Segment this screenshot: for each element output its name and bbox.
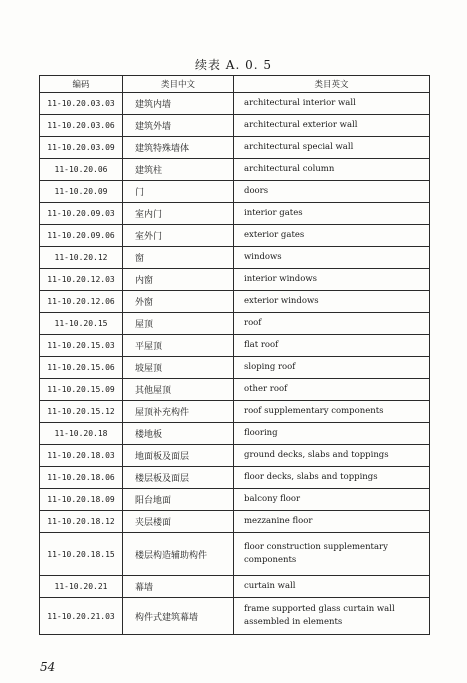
cell-code: 11-10.20.09 bbox=[40, 181, 123, 203]
cell-code: 11-10.20.03.09 bbox=[40, 137, 123, 159]
cell-english-name: other roof bbox=[234, 379, 430, 401]
cell-english-name: frame supported glass curtain wall assembled in elements bbox=[234, 598, 430, 635]
cell-code: 11-10.20.06 bbox=[40, 159, 123, 181]
table-row bbox=[40, 357, 430, 379]
table-title: 续表 A. 0. 5 bbox=[194, 58, 272, 72]
cell-chinese-name: 建筑内墙 bbox=[123, 93, 234, 115]
cell-code: 11-10.20.21.03 bbox=[40, 598, 123, 635]
cell-code: 11-10.20.09.03 bbox=[40, 203, 123, 225]
cell-chinese-name: 楼层板及面层 bbox=[123, 467, 234, 489]
cell-chinese-name: 建筑柱 bbox=[123, 159, 234, 181]
cell-english-name: windows bbox=[234, 247, 430, 269]
cell-english-name: exterior windows bbox=[234, 291, 430, 313]
cell-english-name: exterior gates bbox=[234, 225, 430, 247]
cell-chinese-name: 室外门 bbox=[123, 225, 234, 247]
cell-chinese-name: 楼层构造辅助构件 bbox=[123, 533, 234, 576]
cell-code: 11-10.20.18 bbox=[40, 423, 123, 445]
cell-english-name: interior gates bbox=[234, 203, 430, 225]
table-row bbox=[40, 445, 430, 467]
cell-code: 11-10.20.15.03 bbox=[40, 335, 123, 357]
header-english-name: 类目英文 bbox=[234, 76, 430, 93]
table-row bbox=[40, 511, 430, 533]
cell-chinese-name: 室内门 bbox=[123, 203, 234, 225]
cell-english-name: interior windows bbox=[234, 269, 430, 291]
header-chinese-name: 类目中文 bbox=[123, 76, 234, 93]
cell-english-name: roof bbox=[234, 313, 430, 335]
cell-english-name: architectural interior wall bbox=[234, 93, 430, 115]
cell-chinese-name: 坡屋顶 bbox=[123, 357, 234, 379]
cell-code: 11-10.20.12 bbox=[40, 247, 123, 269]
cell-english-name: flat roof bbox=[234, 335, 430, 357]
table-row bbox=[40, 181, 430, 203]
cell-chinese-name: 窗 bbox=[123, 247, 234, 269]
table-row bbox=[40, 313, 430, 335]
cell-chinese-name: 门 bbox=[123, 181, 234, 203]
cell-code: 11-10.20.15 bbox=[40, 313, 123, 335]
table-row bbox=[40, 423, 430, 445]
cell-code: 11-10.20.03.06 bbox=[40, 115, 123, 137]
table-row bbox=[40, 137, 430, 159]
cell-chinese-name: 建筑外墙 bbox=[123, 115, 234, 137]
cell-english-name: curtain wall bbox=[234, 576, 430, 598]
cell-chinese-name: 夹层楼面 bbox=[123, 511, 234, 533]
table-row bbox=[40, 533, 430, 576]
table-row bbox=[40, 335, 430, 357]
cell-english-name: architectural exterior wall bbox=[234, 115, 430, 137]
cell-english-name: architectural special wall bbox=[234, 137, 430, 159]
cell-chinese-name: 平屋顶 bbox=[123, 335, 234, 357]
page-number: 54 bbox=[40, 660, 56, 674]
table-row bbox=[40, 269, 430, 291]
cell-code: 11-10.20.09.06 bbox=[40, 225, 123, 247]
cell-code: 11-10.20.18.06 bbox=[40, 467, 123, 489]
table-row bbox=[40, 401, 430, 423]
cell-code: 11-10.20.18.03 bbox=[40, 445, 123, 467]
cell-chinese-name: 其他屋顶 bbox=[123, 379, 234, 401]
table-row bbox=[40, 291, 430, 313]
cell-english-name: floor construction supplementary components bbox=[234, 533, 430, 576]
cell-code: 11-10.20.18.15 bbox=[40, 533, 123, 576]
cell-chinese-name: 屋顶 bbox=[123, 313, 234, 335]
table-row bbox=[40, 247, 430, 269]
table-row bbox=[40, 467, 430, 489]
cell-code: 11-10.20.15.09 bbox=[40, 379, 123, 401]
cell-chinese-name: 地面板及面层 bbox=[123, 445, 234, 467]
cell-chinese-name: 幕墙 bbox=[123, 576, 234, 598]
cell-chinese-name: 外窗 bbox=[123, 291, 234, 313]
cell-english-name: roof supplementary components bbox=[234, 401, 430, 423]
cell-chinese-name: 楼地板 bbox=[123, 423, 234, 445]
table-row bbox=[40, 115, 430, 137]
table-row bbox=[40, 576, 430, 598]
table-row bbox=[40, 93, 430, 115]
table-row bbox=[40, 225, 430, 247]
cell-code: 11-10.20.12.03 bbox=[40, 269, 123, 291]
table-row bbox=[40, 379, 430, 401]
header-code: 编码 bbox=[40, 76, 123, 93]
table-row bbox=[40, 159, 430, 181]
cell-code: 11-10.20.15.06 bbox=[40, 357, 123, 379]
cell-code: 11-10.20.21 bbox=[40, 576, 123, 598]
cell-code: 11-10.20.12.06 bbox=[40, 291, 123, 313]
cell-english-name: balcony floor bbox=[234, 489, 430, 511]
table-row bbox=[40, 489, 430, 511]
cell-english-name: doors bbox=[234, 181, 430, 203]
cell-english-name: floor decks, slabs and toppings bbox=[234, 467, 430, 489]
cell-chinese-name: 建筑特殊墙体 bbox=[123, 137, 234, 159]
cell-english-name: ground decks, slabs and toppings bbox=[234, 445, 430, 467]
table-row bbox=[40, 598, 430, 635]
cell-chinese-name: 内窗 bbox=[123, 269, 234, 291]
cell-chinese-name: 构件式建筑幕墙 bbox=[123, 598, 234, 635]
table-row bbox=[40, 203, 430, 225]
cell-english-name: sloping roof bbox=[234, 357, 430, 379]
table-header-row bbox=[40, 76, 430, 93]
cell-english-name: architectural column bbox=[234, 159, 430, 181]
cell-chinese-name: 屋顶补充构件 bbox=[123, 401, 234, 423]
cell-english-name: mezzanine floor bbox=[234, 511, 430, 533]
cell-code: 11-10.20.03.03 bbox=[40, 93, 123, 115]
cell-code: 11-10.20.18.12 bbox=[40, 511, 123, 533]
cell-english-name: flooring bbox=[234, 423, 430, 445]
classification-table bbox=[39, 75, 430, 635]
cell-chinese-name: 阳台地面 bbox=[123, 489, 234, 511]
cell-code: 11-10.20.15.12 bbox=[40, 401, 123, 423]
cell-code: 11-10.20.18.09 bbox=[40, 489, 123, 511]
